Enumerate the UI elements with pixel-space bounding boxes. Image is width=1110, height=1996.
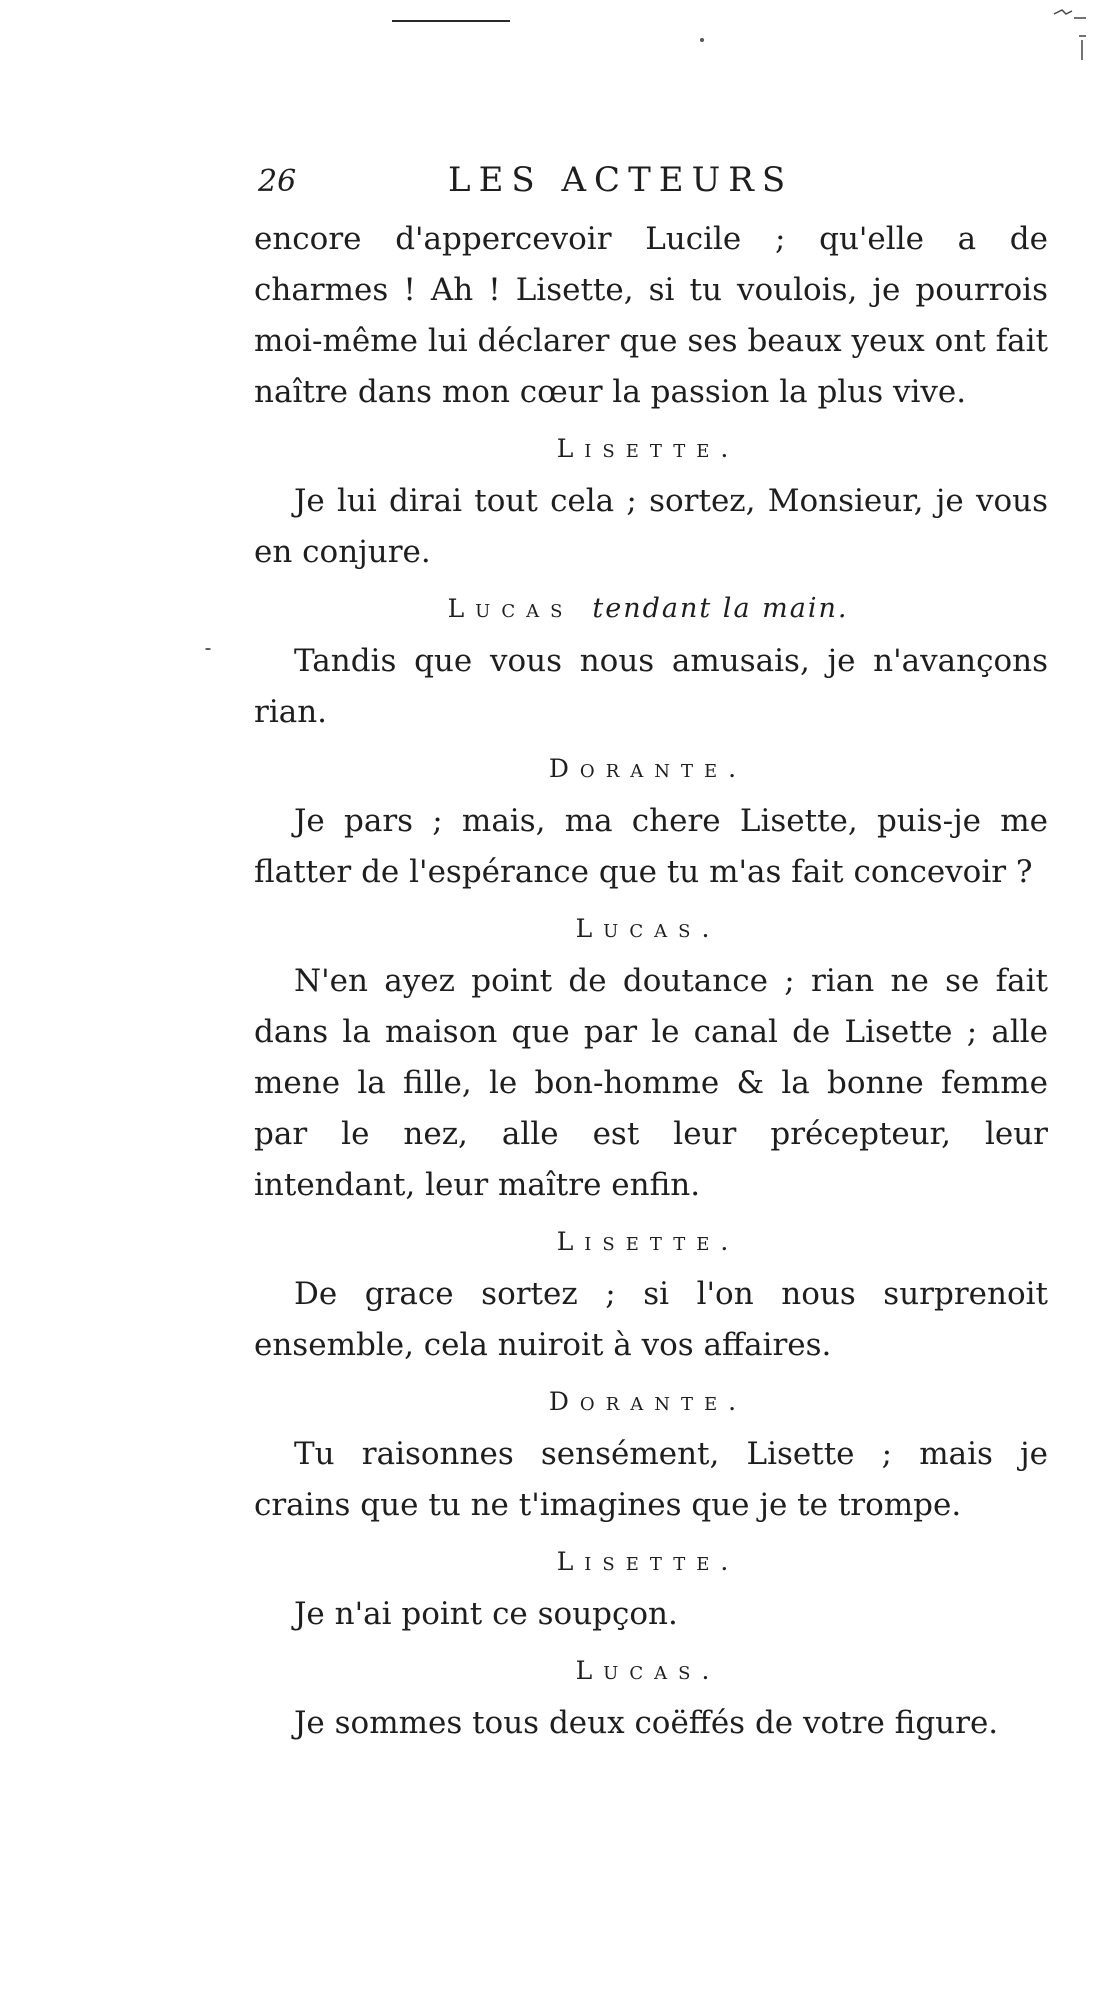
speech-text: N'en ayez point de doutance ; rian ne se fait dans la maison que par le canal de Lisette ; alle mene la fille, le bon-homme & la bonne femme par le nez, alle est leur précepteur, leur intendant, leur maître enfin. (254, 963, 1048, 1203)
speech-text: Je lui dirai tout cela ; sortez, Monsieur, je vous en conjure. (254, 483, 1048, 570)
speaker-name: Lucas (447, 594, 574, 623)
corner-ink-mark-icon (1052, 8, 1088, 64)
stage-direction: tendant la main. (592, 593, 849, 624)
book-page (248, 158, 1048, 1749)
speech-text: Tandis que vous nous amusais, je n'avançons rian. (254, 643, 1048, 730)
speech-text: De grace sortez ; si l'on nous surprenoit ensemble, cela nuiroit à vos affaires. (254, 1276, 1048, 1363)
speech-text: encore d'appercevoir Lucile ; qu'elle a de charmes ! Ah ! Lisette, si tu voulois, je pourrois moi-même lui déclarer que ses beaux yeux ont fait naître dans mon cœur la passion la plus vive. (254, 221, 1048, 410)
speaker-line (248, 584, 1048, 634)
page-number: 26 (258, 164, 297, 199)
page-header (248, 158, 1048, 214)
speaker-name: Lisette. (556, 434, 740, 463)
speech-text: Je sommes tous deux coëffés de votre figure. (294, 1705, 999, 1741)
top-rule (392, 20, 510, 22)
speech-text: Tu raisonnes sensément, Lisette ; mais je crains que tu ne t'imagines que je te trompe. (254, 1436, 1048, 1523)
dialogue (248, 214, 1048, 1749)
speaker-name: Lucas. (575, 914, 721, 943)
speaker-name: Lisette. (556, 1547, 740, 1576)
ink-speck (700, 38, 704, 42)
speaker-name: Lisette. (556, 1227, 740, 1256)
speaker-name: Dorante. (548, 754, 748, 783)
speech-text: Je n'ai point ce soupçon. (294, 1596, 678, 1632)
ink-speck (205, 648, 211, 650)
running-title: LES ACTEURS (448, 160, 794, 200)
speaker-name: Dorante. (548, 1387, 748, 1416)
speaker-name: Lucas. (575, 1656, 721, 1685)
speech-text: Je pars ; mais, ma chere Lisette, puis-je me flatter de l'espérance que tu m'as fait concevoir ? (254, 803, 1048, 890)
